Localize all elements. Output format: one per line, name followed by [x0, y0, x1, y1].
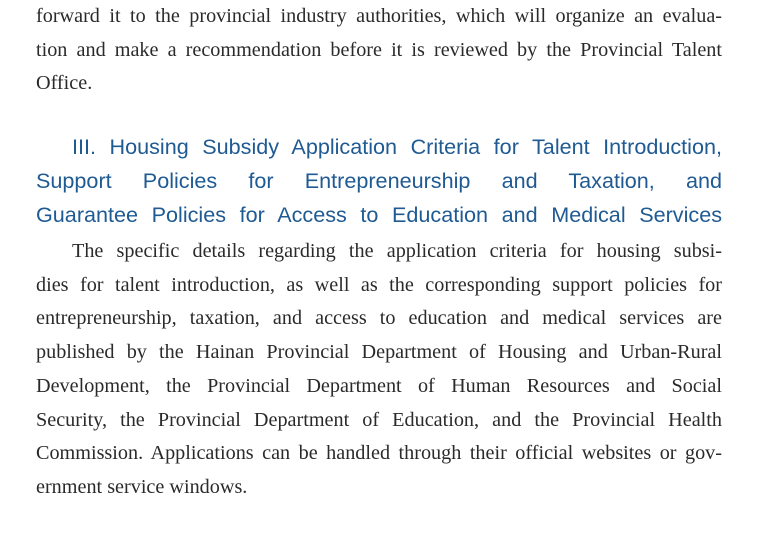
paragraph-line: entrepreneurship, taxation, and access to education and medical services are — [36, 307, 722, 330]
paragraph-line: forward it to the provincial industry authorities, which will organize an evalua- — [36, 5, 722, 27]
paragraph-line: Security, the Provincial Department of Education, and the Provincial Health — [36, 408, 722, 431]
paragraph-line: Office. — [36, 72, 93, 95]
paragraph-line: ernment service windows. — [36, 475, 248, 498]
section-heading-line: Support Policies for Entrepreneurship and Taxation, and — [36, 168, 722, 193]
paragraph-line: The specific details regarding the application criteria for housing subsi- — [72, 240, 722, 262]
paragraph-continued — [36, 0, 722, 101]
section-heading — [36, 130, 722, 232]
paragraph-line: tion and make a recommendation before it is reviewed by the Provincial Talent — [36, 38, 722, 61]
paragraph-line: dies for talent introduction, as well as the corresponding support policies for — [36, 273, 722, 296]
section-heading-line: III. Housing Subsidy Application Criteria for Talent Introduction, — [72, 134, 722, 159]
body-paragraph — [36, 235, 722, 505]
paragraph-line: Commission. Applications can be handled through their official websites or gov- — [36, 442, 722, 465]
section-heading-line: Guarantee Policies for Access to Education and Medical Services — [36, 202, 722, 227]
paragraph-line: Development, the Provincial Department of Human Resources and Social — [36, 374, 722, 397]
paragraph-line: published by the Hainan Provincial Department of Housing and Urban-Rural — [36, 341, 722, 364]
